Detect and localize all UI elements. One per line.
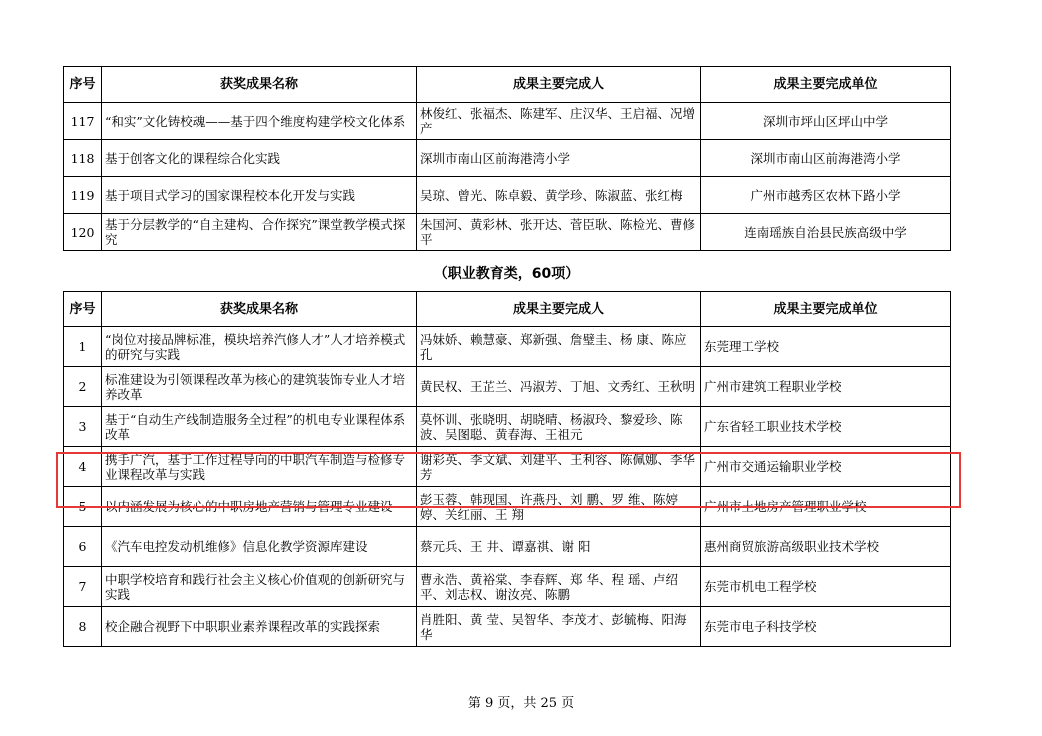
header-no: 序号 (64, 67, 102, 103)
row-unit: 广东省轻工职业技术学校 (701, 407, 951, 447)
table-row (64, 140, 951, 177)
row-people: 莫怀训、张晓明、胡晓晴、杨淑玲、黎爱珍、陈波、吴图聪、黄春海、王祖元 (417, 407, 701, 447)
row-unit: 东莞理工学校 (701, 327, 951, 367)
table-header-row (64, 67, 951, 103)
row-no: 3 (64, 407, 102, 447)
row-people: 蔡元兵、王 井、谭嘉祺、谢 阳 (417, 527, 701, 567)
header-no: 序号 (64, 292, 102, 327)
row-unit: 广州市越秀区农林下路小学 (701, 177, 951, 214)
table-header-row (64, 292, 951, 327)
table-row (64, 214, 951, 251)
header-people: 成果主要完成人 (417, 67, 701, 103)
row-no: 7 (64, 567, 102, 607)
table-row-highlighted (64, 447, 951, 487)
header-name: 获奖成果名称 (102, 292, 417, 327)
row-people: 肖胜阳、黄 莹、吴智华、李茂才、彭毓梅、阳海华 (417, 607, 701, 647)
row-no: 4 (64, 447, 102, 487)
row-unit: 广州市交通运输职业学校 (701, 447, 951, 487)
row-unit: 广州市建筑工程职业学校 (701, 367, 951, 407)
table-row (64, 103, 951, 140)
row-no: 2 (64, 367, 102, 407)
row-name: 基于项目式学习的国家课程校本化开发与实践 (102, 177, 417, 214)
row-people: 冯妹娇、赖慧豪、郑新强、詹璧圭、杨 康、陈应孔 (417, 327, 701, 367)
row-unit: 东莞市机电工程学校 (701, 567, 951, 607)
page-footer: 第 9 页，共 25 页 (467, 696, 575, 711)
row-no: 118 (64, 140, 102, 177)
row-people: 谢彩英、李文斌、刘建平、王利容、陈佩娜、李华芳 (417, 447, 701, 487)
row-name: 基于“自动生产线制造服务全过程”的机电专业课程体系改革 (102, 407, 417, 447)
row-people: 曹永浩、黄裕棠、李春辉、郑 华、程 瑶、卢绍平、刘志权、谢汝亮、陈鹏 (417, 567, 701, 607)
table-row (64, 527, 951, 567)
row-name: 携手广汽，基于工作过程导向的中职汽车制造与检修专业课程改革与实践 (102, 447, 417, 487)
row-name: 以内涵发展为核心的中职房地产营销与管理专业建设 (102, 487, 417, 527)
row-unit: 深圳市南山区前海港湾小学 (701, 140, 951, 177)
awards-table-general (63, 66, 951, 251)
header-name: 获奖成果名称 (102, 67, 417, 103)
row-no: 119 (64, 177, 102, 214)
row-name: “岗位对接品牌标准，模块培养汽修人才”人才培养模式的研究与实践 (102, 327, 417, 367)
row-people: 深圳市南山区前海港湾小学 (417, 140, 701, 177)
row-unit: 广州市土地房产管理职业学校 (701, 487, 951, 527)
row-name: 校企融合视野下中职职业素养课程改革的实践探索 (102, 607, 417, 647)
row-unit: 连南瑶族自治县民族高级中学 (701, 214, 951, 251)
section-title: （职业教育类，60项） (433, 266, 580, 282)
table-row (64, 567, 951, 607)
table-row (64, 407, 951, 447)
table-row (64, 487, 951, 527)
row-name: 中职学校培育和践行社会主义核心价值观的创新研究与实践 (102, 567, 417, 607)
header-people: 成果主要完成人 (417, 292, 701, 327)
table-row (64, 367, 951, 407)
row-no: 5 (64, 487, 102, 527)
table-row (64, 177, 951, 214)
row-unit: 惠州商贸旅游高级职业技术学校 (701, 527, 951, 567)
header-unit: 成果主要完成单位 (701, 67, 951, 103)
awards-table-vocational (63, 291, 951, 647)
row-name: “和实”文化铸校魂——基于四个维度构建学校文化体系 (102, 103, 417, 140)
header-unit: 成果主要完成单位 (701, 292, 951, 327)
row-unit: 东莞市电子科技学校 (701, 607, 951, 647)
row-name: 《汽车电控发动机维修》信息化教学资源库建设 (102, 527, 417, 567)
row-unit: 深圳市坪山区坪山中学 (701, 103, 951, 140)
row-no: 120 (64, 214, 102, 251)
row-no: 1 (64, 327, 102, 367)
row-name: 基于创客文化的课程综合化实践 (102, 140, 417, 177)
row-people: 彭玉蓉、韩现国、许燕丹、刘 鹏、罗 维、陈婷婷、关红丽、王 翔 (417, 487, 701, 527)
row-no: 8 (64, 607, 102, 647)
row-people: 朱国河、黄彩林、张开达、菅臣耿、陈检光、曹修平 (417, 214, 701, 251)
row-people: 林俊红、张福杰、陈建军、庄汉华、王启福、况增产 (417, 103, 701, 140)
row-people: 黄民权、王芷兰、冯淑芳、丁旭、文秀红、王秋明 (417, 367, 701, 407)
row-name: 基于分层教学的“自主建构、合作探究”课堂教学模式探究 (102, 214, 417, 251)
table-row (64, 607, 951, 647)
table-row (64, 327, 951, 367)
row-people: 吴琼、曾光、陈卓毅、黄学珍、陈淑蓝、张红梅 (417, 177, 701, 214)
row-no: 117 (64, 103, 102, 140)
row-no: 6 (64, 527, 102, 567)
row-name: 标准建设为引领课程改革为核心的建筑装饰专业人才培养改革 (102, 367, 417, 407)
